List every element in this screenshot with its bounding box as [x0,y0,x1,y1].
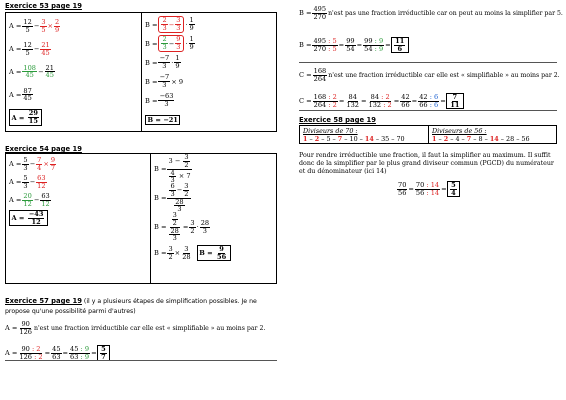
ex57-title: Exercice 57 page 19 [5,297,82,305]
ex53-right [142,13,276,131]
divisor-item: 1 [432,135,437,143]
divisor-item: 5 [326,135,331,143]
ex54-a-result: A = $\frac{-43}{12}$ [9,211,147,225]
div70-label: Diviseurs de 70 : [303,127,358,135]
ex54-right [151,154,276,283]
ex53-b-line1: B = $\frac{2}{3}$ − $\frac{3}{3}$ · $\frac{1}{9}$ [145,16,194,32]
divisor-item: 56 [521,135,530,143]
ex53-title: Exercice 53 page 19 [5,2,82,10]
b-separator [299,62,557,63]
ex58-calc: $\frac{70}{56}$ = $\frac{70 : 14}{56 : 14}$ = $\frac{5}{4}$ [396,178,460,200]
c-separator [299,110,557,111]
ex57-statement: A = $\frac{90}{126}$ n'est une fraction irréductible car elle est « simplifiable » au moins par 2. [5,319,266,336]
ex54-a-line3: A = $\frac{20}{12}$ − $\frac{63}{12}$ [9,191,50,208]
ex54-b-result: B = $\frac{9}{56}$ [197,245,231,261]
c-block [299,66,561,112]
ex54-table [5,153,277,284]
ex57-note: (il y a plusieurs étapes de simplification possibles. Je ne propose qu'une possibilité parmi d'autres) [5,298,257,315]
ex53-a-line1: A = $\frac{12}{5}$ − $\frac{3}{5}$ × $\frac{2}{9}$ [9,18,60,34]
div70-list: 1 – 2 – 5 – 7 – 10 – 14 – 35 – 70 [303,135,405,143]
div70-cell [300,126,428,143]
c-statement: C = $\frac{168}{264}$ n'est une fraction irréductible car elle est « simplifiable » au moins par 2. [299,66,560,83]
ex57-separator [5,360,277,361]
div56-cell [428,126,556,143]
ex53-b-line3: B = $\frac{-7}{3}$ · $\frac{1}{9}$ [145,54,180,70]
ex54-left [6,154,151,283]
divisor-item: 4 [455,135,460,143]
c-calc: C = $\frac{168 : 2}{264 : 2}$ = $\frac{84}{132}$ = $\frac{84 : 2}{132 : 2}$ = $\frac{42}{66}$ = $\frac{42 : 6}{66 : 6}$ = $\frac{7}{11}$ [299,90,561,112]
ex53-b-line5: B = $\frac{-63}{3}$ [145,92,174,108]
ex53-table [5,12,277,132]
divisor-item: 7 [337,135,343,143]
b-calc: B = $\frac{495 : 5}{270 : 5}$ = $\frac{99}{54}$ = $\frac{99 : 9}{54 : 9}$ = $\frac{11}{6}$ [299,34,561,56]
ex53-left [6,13,142,131]
divisor-item: 2 [314,135,320,143]
ex53-b-result: B = −21 [145,113,273,127]
ex54-b-line3: B = $\frac{\frac{3}{2}}{\frac{28}{3}}$ = $\frac{3}{2}$ · $\frac{28}{3}$ [154,211,210,243]
divisor-item: 10 [349,135,358,143]
b-statement: B = $\frac{495}{270}$ n'est pas une fraction irréductible car on peut au moins la simplifier par 5. [299,4,563,21]
ex53-b-line4: B = $\frac{-7}{3}$ × 9 [145,73,184,89]
ex57-block [5,296,277,363]
divisor-item: 14 [364,135,374,143]
ex54-a-line2: A = $\frac{5}{3}$ − $\frac{63}{12}$ [9,173,46,190]
ex54-a-line1: A = $\frac{5}{3}$ − $\frac{7}{4}$ × $\frac{9}{7}$ [9,155,56,172]
div56-label: Diviseurs de 56 : [432,127,487,135]
ex54-b-line4: B = $\frac{3}{2}$ × $\frac{3}{28}$ B = $\frac{9}{56}$ [154,243,273,263]
ex57-b-block [299,4,561,56]
divisor-item: 35 [381,135,390,143]
divisor-item: 2 [443,135,449,143]
divisor-item: 7 [466,135,472,143]
ex58-paragraph: Pour rendre irréductible une fraction, il faut la simplifier au maximum. Il suffit donc de la simplifier par le plus grand diviseur commun (PGCD) du numérateur et du dénominateur (ici 14) [299,152,554,176]
ex53-a-line3: A = $\frac{108}{45}$ − $\frac{21}{45}$ [9,63,54,80]
divisor-item: 8 [478,135,483,143]
divisor-item: 14 [489,135,499,143]
div56-list: 1 – 2 – 4 – 7 – 8 – 14 – 28 – 56 [432,135,530,143]
divisor-item: 70 [396,135,405,143]
ex54-title: Exercice 54 page 19 [5,145,82,153]
ex53-a-result: A = $\frac{29}{15}$ [9,111,138,125]
ex58-title: Exercice 58 page 19 [299,116,376,124]
ex53-b-line2: B = $\frac{2}{3}$ − $\frac{9}{3}$ · $\frac{1}{9}$ [145,35,194,51]
ex54-b-line1: B = 3 − $\frac{3}{2}$ $\frac{4}{3}$ × 7 [154,153,191,185]
ex54-b-line2: B = $\frac{6}{3}$ − $\frac{3}{2}$ $\frac{28}{3}$ [154,185,273,211]
ex53-a-line2: A = $\frac{12}{5}$ − $\frac{21}{45}$ [9,41,50,57]
divisor-item: 1 [303,135,308,143]
divisor-item: 28 [506,135,515,143]
ex57-calc: A = $\frac{90 : 2}{126 : 2}$ = $\frac{45}{63}$ = $\frac{45 : 9}{63 : 9}$ = $\frac{5}{7}$ [5,343,277,363]
ex58-divisors-table [299,125,557,144]
ex53-a-line4: A = $\frac{87}{45}$ [9,86,32,103]
